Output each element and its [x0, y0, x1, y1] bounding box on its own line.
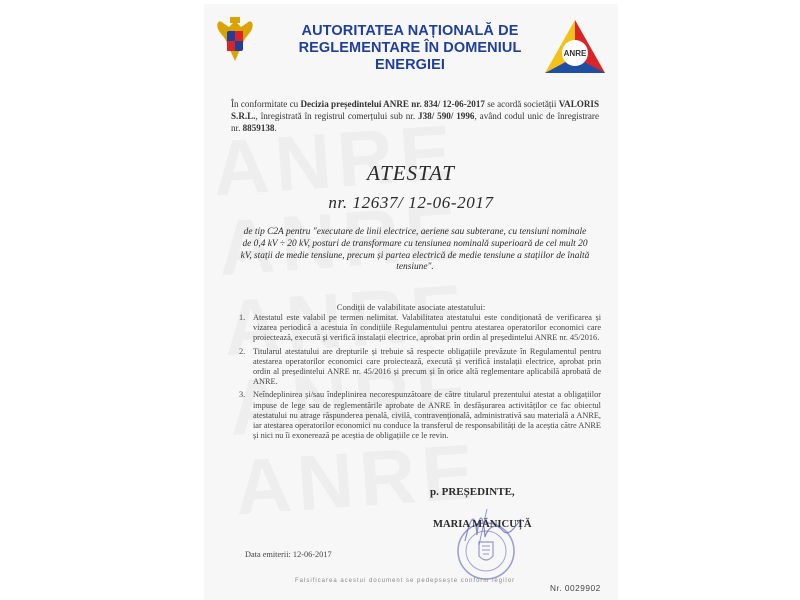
condition-text: Neîndeplinirea și/sau îndeplinirea necorespunzătoare de către titularul prezentului atestat a obligațiilor impuse de lege sau de reglementările aprobate de ANRE în desfășurarea activităților ce fac obiectul atestatului nu atrage răspunderea penală, civilă, contravențională, administrativă sau materială a ANRE, iar atestarea operatorilor economici nu conduce la transferul de responsabilități de la aceștia către ANRE și nici nu îi exonerează pe aceștia de obligațiile ce le revin. — [253, 390, 601, 441]
authority-name-line1: AUTORITATEA NAȚIONALĂ DE — [301, 23, 519, 39]
certificate-title: ATESTAT — [367, 161, 455, 185]
condition-text: Titularul atestatului are drepturile și trebuie să respecte obligațiile prevăzute în Regulamentul pentru atestarea operatorilor economici care proiectează, execută și verifică instalații electrice, aprobat prin ordin al președintelui ANRE nr. 45/2016 și precum și în orice altă reglementare aplicabilă aprobată de ANRE. — [253, 346, 601, 387]
certificate-number: nr. 12637/ 12-06-2017 — [328, 193, 494, 212]
intro-text: , înregistrată în registrul comerțului sub nr. — [255, 111, 419, 121]
authority-name — [265, 23, 555, 74]
intro-text: , având codul unic de înregistrare nr. — [231, 111, 599, 133]
condition-item — [235, 313, 601, 344]
registry-number: J38/ 590/ 1996 — [418, 111, 475, 121]
decision-reference: Decizia președintelui ANRE nr. 834/ 12-06-2017 — [300, 99, 485, 109]
signatory-role: p. PREȘEDINTE, — [430, 486, 515, 498]
certificate-page — [205, 5, 617, 600]
anre-logo-text: ANRE — [563, 49, 587, 58]
serial-number — [550, 583, 601, 593]
conditions-list — [235, 313, 601, 444]
certificate-scope: de tip C2A pentru "executare de linii electrice, aeriene sau subterane, cu tensiuni nominale de 0,4 kV ÷ 20 kV, posturi de transformare cu tensiunea nominală superioară de cel mult 20 kV, stații de medie tensiune, precum și partea electrică de medie tensiune a stațiilor de înaltă tensiune". — [240, 227, 590, 273]
condition-item — [235, 390, 601, 441]
authority-name-line2: REGLEMENTARE ÎN DOMENIUL ENERGIEI — [298, 40, 522, 73]
intro-text: se acordă societății — [484, 99, 559, 109]
anre-logo-icon — [542, 17, 608, 77]
unique-registration-code: 8859138 — [242, 123, 275, 133]
condition-text: Atestatul este valabil pe termen nelimitat. Valabilitatea atestatului este condiționată de verificarea și vizarea periodică a acestuia în condițiile Regulamentului pentru atestarea operatorilor economici care proiectează, execută și verifică instalații electrice, aprobat prin ordin al președintelui ANRE nr. 45/2016. — [253, 313, 601, 343]
intro-text: . — [274, 123, 277, 133]
forgery-warning: Falsificarea acestui document se pedepsește conform legilor — [295, 578, 516, 584]
condition-number: 3. — [239, 390, 246, 400]
serial-value: 0029902 — [564, 583, 601, 593]
coat-of-arms-icon — [215, 17, 255, 63]
intro-paragraph — [231, 98, 599, 134]
conditions-heading: Condiții de valabilitate asociate atestatului: — [336, 302, 486, 312]
condition-number: 2. — [239, 346, 246, 356]
serial-label: Nr. — [550, 583, 563, 593]
intro-text: În conformitate cu — [231, 99, 301, 109]
company-name: VALORIS S.R.L. — [231, 99, 599, 121]
condition-number: 1. — [239, 313, 246, 322]
signatory-name: MARIA MĂNICUȚĂ — [433, 519, 532, 530]
condition-item — [235, 347, 601, 388]
issue-date: Data emiterii: 12-06-2017 — [245, 550, 332, 559]
